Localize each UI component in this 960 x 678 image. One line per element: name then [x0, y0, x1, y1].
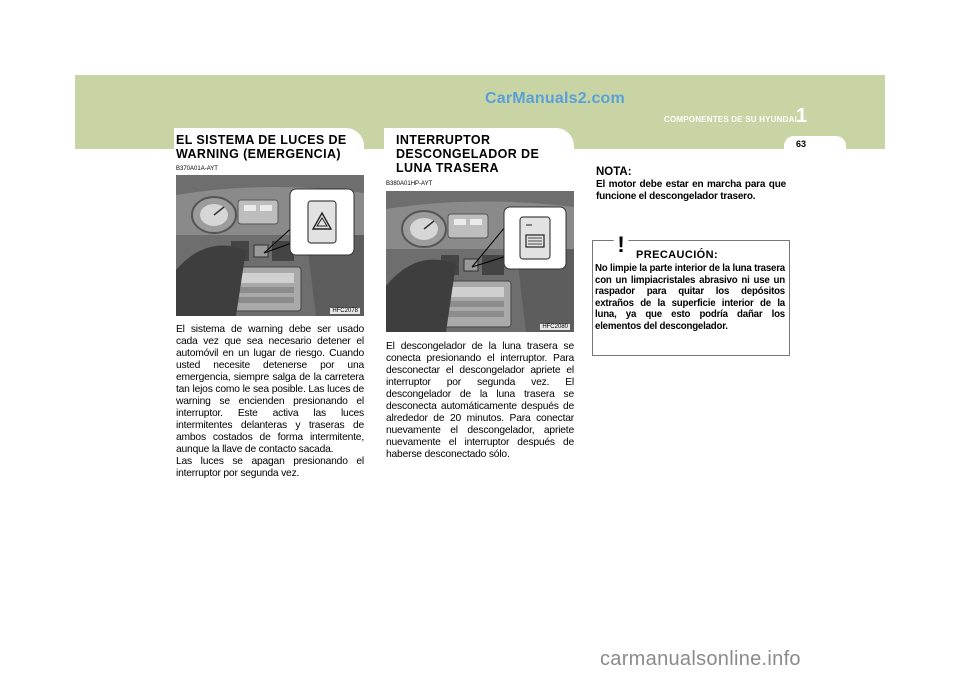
section-title-hazard — [176, 133, 347, 161]
caution-heading: PRECAUCIÓN: — [636, 249, 719, 261]
note-text: El motor debe estar en marcha para que funcione el descongelador trasero. — [596, 179, 786, 202]
figure-code: HFC2078 — [332, 308, 358, 314]
title-line: WARNING (EMERGENCIA) — [176, 147, 341, 161]
caution-symbol: ! — [617, 232, 625, 256]
site-logo[interactable]: CarManuals2.com — [485, 90, 625, 107]
title-line: LUNA TRASERA — [396, 161, 499, 175]
dashboard-illustration — [176, 175, 364, 316]
section-title-defroster — [396, 133, 539, 175]
section-body-hazard — [176, 324, 364, 480]
note-heading: NOTA: — [596, 166, 632, 178]
title-line: EL SISTEMA DE LUCES DE — [176, 133, 347, 147]
page-tab — [784, 136, 846, 152]
paragraph: El sistema de warning debe ser usado cada vez que sea necesario detener el automóvil en un lugar de riesgo. Cuando usted necesite detenerse por una emergencia, siempre salga de la carretera tan lejos como le sea posible. Las luces de warning se encienden presionando el interruptor. Este activa las luces intermitentes delanteras y traseras de ambos costados de forma intermitente, aunque la llave de contacto sacada. — [176, 324, 364, 455]
paragraph: Las luces se apagan presionando el interruptor por segunda vez. — [176, 456, 364, 479]
section-body-defroster — [386, 341, 574, 461]
footer-site[interactable]: carmanualsonline.info — [600, 648, 801, 670]
section-code: B370A01A-AYT — [176, 166, 218, 172]
caution-text: No limpie la parte interior de la luna trasera con un limpiacristales abrasivo ni use un raspador para quitar los depósitos extraños de la superficie interior de la luna, ya que esto podría dañar los elementos del descongelador. — [595, 263, 785, 332]
chapter-title: COMPONENTES DE SU HYUNDAI — [663, 115, 797, 124]
dashboard-illustration — [386, 191, 574, 332]
dashboard-figure-defroster — [386, 191, 574, 332]
page-number: 63 — [796, 139, 807, 149]
title-line: INTERRUPTOR — [396, 133, 491, 147]
dashboard-figure-hazard — [176, 175, 364, 316]
warning-triangle-icon — [606, 228, 636, 261]
figure-code: HFC2080 — [542, 324, 568, 330]
chapter-number: 1 — [796, 105, 808, 127]
paragraph: El descongelador de la luna trasera se conecta presionando el interruptor. Para desconectar el descongelador apriete el interruptor por segunda vez. El descongelador de la luna trasera se desconecta automáticamente después de alrededor de 20 minutos. Para conectar nuevamente el descongelador, apriete nuevamente el interruptor después de haberse desconectado sólo. — [386, 341, 574, 460]
section-code: B380A01HP-AYT — [386, 181, 433, 187]
title-line: DESCONGELADOR DE — [396, 147, 540, 161]
